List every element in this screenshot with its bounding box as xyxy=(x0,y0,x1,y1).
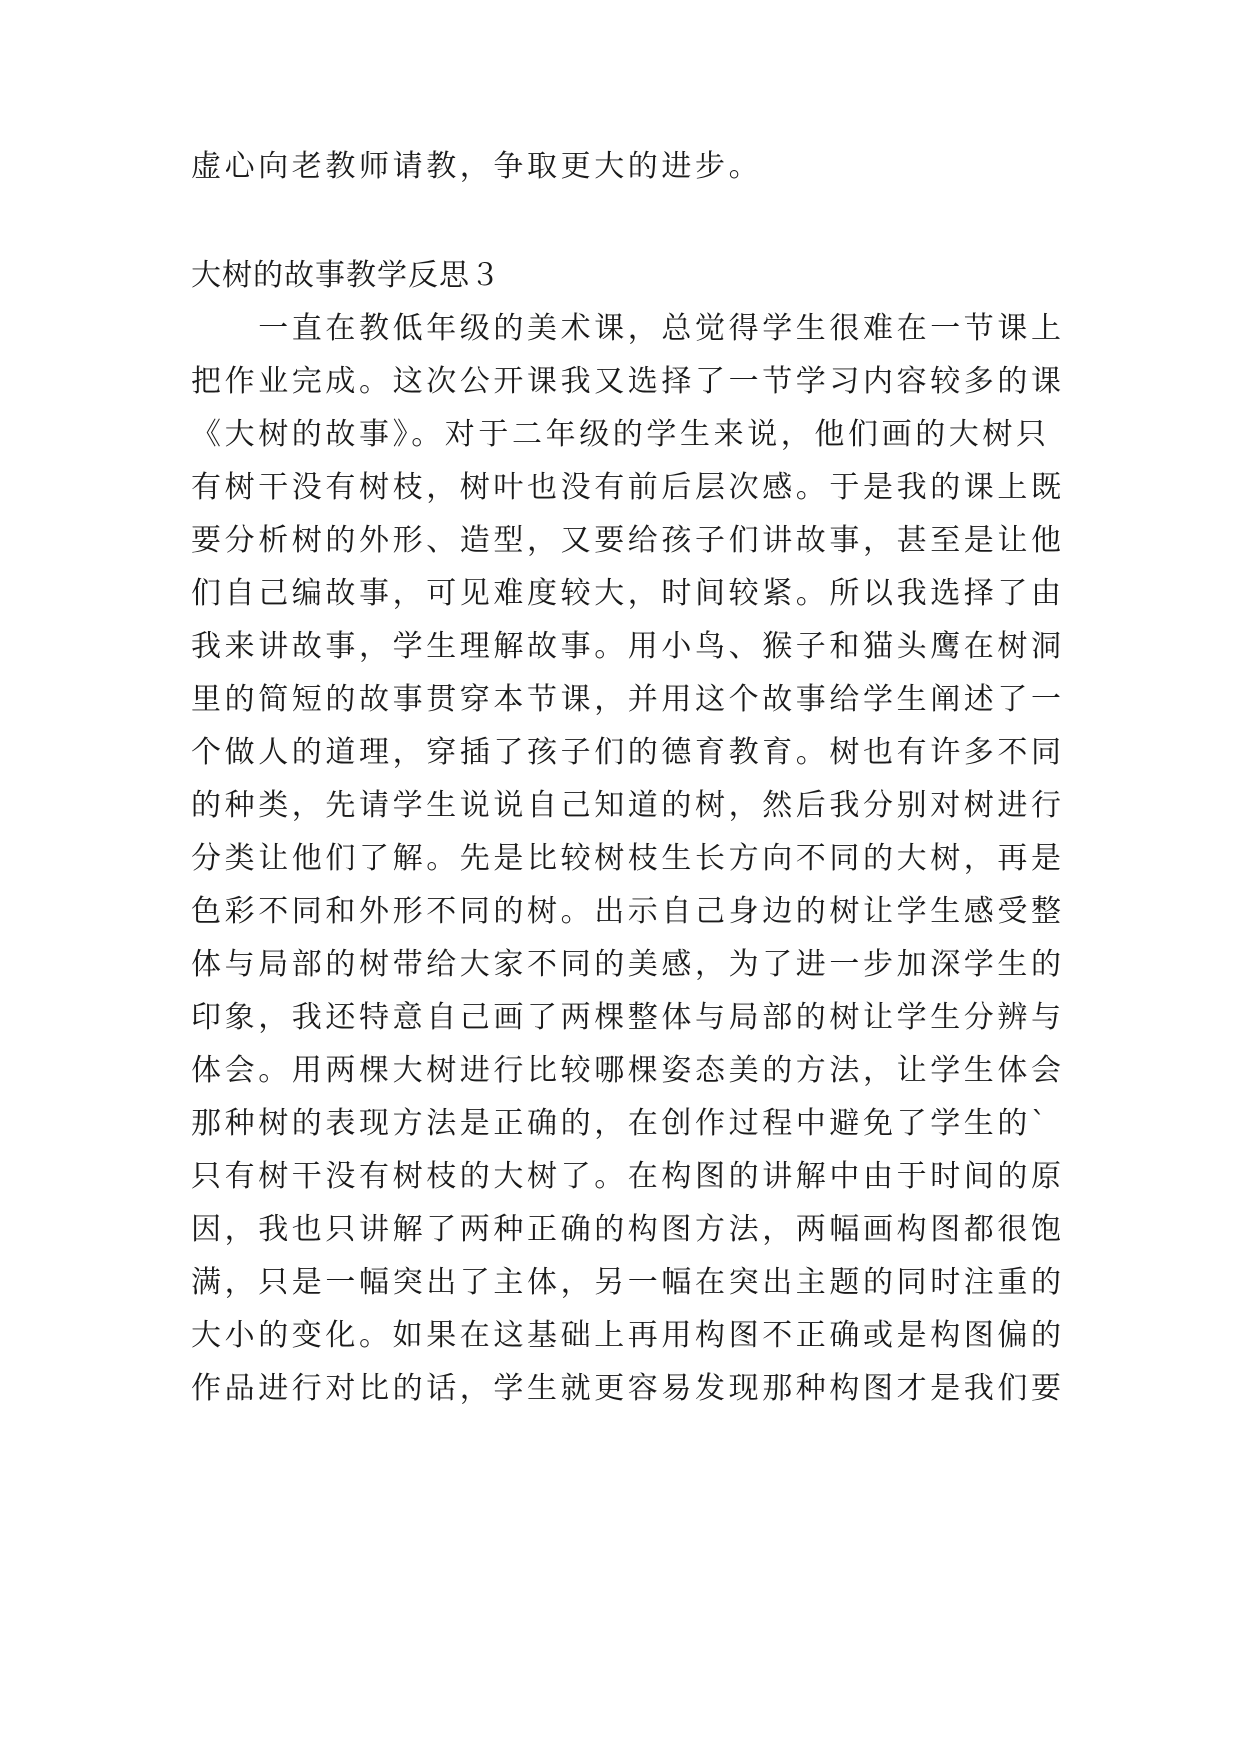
paragraph-line: 分类让他们了解。先是比较树枝生长方向不同的大树，再是 xyxy=(191,841,1065,876)
paragraph-line: 把作业完成。这次公开课我又选择了一节学习内容较多的课 xyxy=(191,364,1065,399)
paragraph-line: 一直在教低年级的美术课，总觉得学生很难在一节课上 xyxy=(191,311,1065,346)
paragraph-line: 有树干没有树枝，树叶也没有前后层次感。于是我的课上既 xyxy=(191,470,1065,505)
section-title: 大树的故事教学反思３ xyxy=(191,258,501,293)
paragraph-line: 《大树的故事》。对于二年级的学生来说，他们画的大树只 xyxy=(191,417,1050,452)
paragraph-line: 的种类，先请学生说说自己知道的树，然后我分别对树进行 xyxy=(191,788,1065,823)
paragraph-line: 体会。用两棵大树进行比较哪棵姿态美的方法，让学生体会 xyxy=(191,1053,1065,1088)
paragraph-line: 大小的变化。如果在这基础上再用构图不正确或是构图偏的 xyxy=(191,1318,1065,1353)
paragraph-line: 个做人的道理，穿插了孩子们的德育教育。树也有许多不同 xyxy=(191,735,1065,770)
paragraph-line: 印象，我还特意自己画了两棵整体与局部的树让学生分辨与 xyxy=(191,1000,1065,1035)
intro-line: 虚心向老教师请教，争取更大的进步。 xyxy=(191,149,763,184)
paragraph-line: 体与局部的树带给大家不同的美感，为了进一步加深学生的 xyxy=(191,947,1065,982)
paragraph-line: 只有树干没有树枝的大树了。在构图的讲解中由于时间的原 xyxy=(191,1159,1065,1194)
paragraph-line: 我来讲故事，学生理解故事。用小鸟、猴子和猫头鹰在树洞 xyxy=(191,629,1065,664)
paragraph-line: 里的简短的故事贯穿本节课，并用这个故事给学生阐述了一 xyxy=(191,682,1065,717)
paragraph-line: 作品进行对比的话，学生就更容易发现那种构图才是我们要 xyxy=(191,1371,1065,1406)
paragraph-line: 色彩不同和外形不同的树。出示自己身边的树让学生感受整 xyxy=(191,894,1065,929)
paragraph-line: 满，只是一幅突出了主体，另一幅在突出主题的同时注重的 xyxy=(191,1265,1065,1300)
paragraph-line: 们自己编故事，可见难度较大，时间较紧。所以我选择了由 xyxy=(191,576,1065,611)
paragraph-line: 那种树的表现方法是正确的，在创作过程中避免了学生的` xyxy=(191,1106,1050,1141)
paragraph-line: 因，我也只讲解了两种正确的构图方法，两幅画构图都很饱 xyxy=(191,1212,1065,1247)
paragraph-line: 要分析树的外形、造型，又要给孩子们讲故事，甚至是让他 xyxy=(191,523,1065,558)
